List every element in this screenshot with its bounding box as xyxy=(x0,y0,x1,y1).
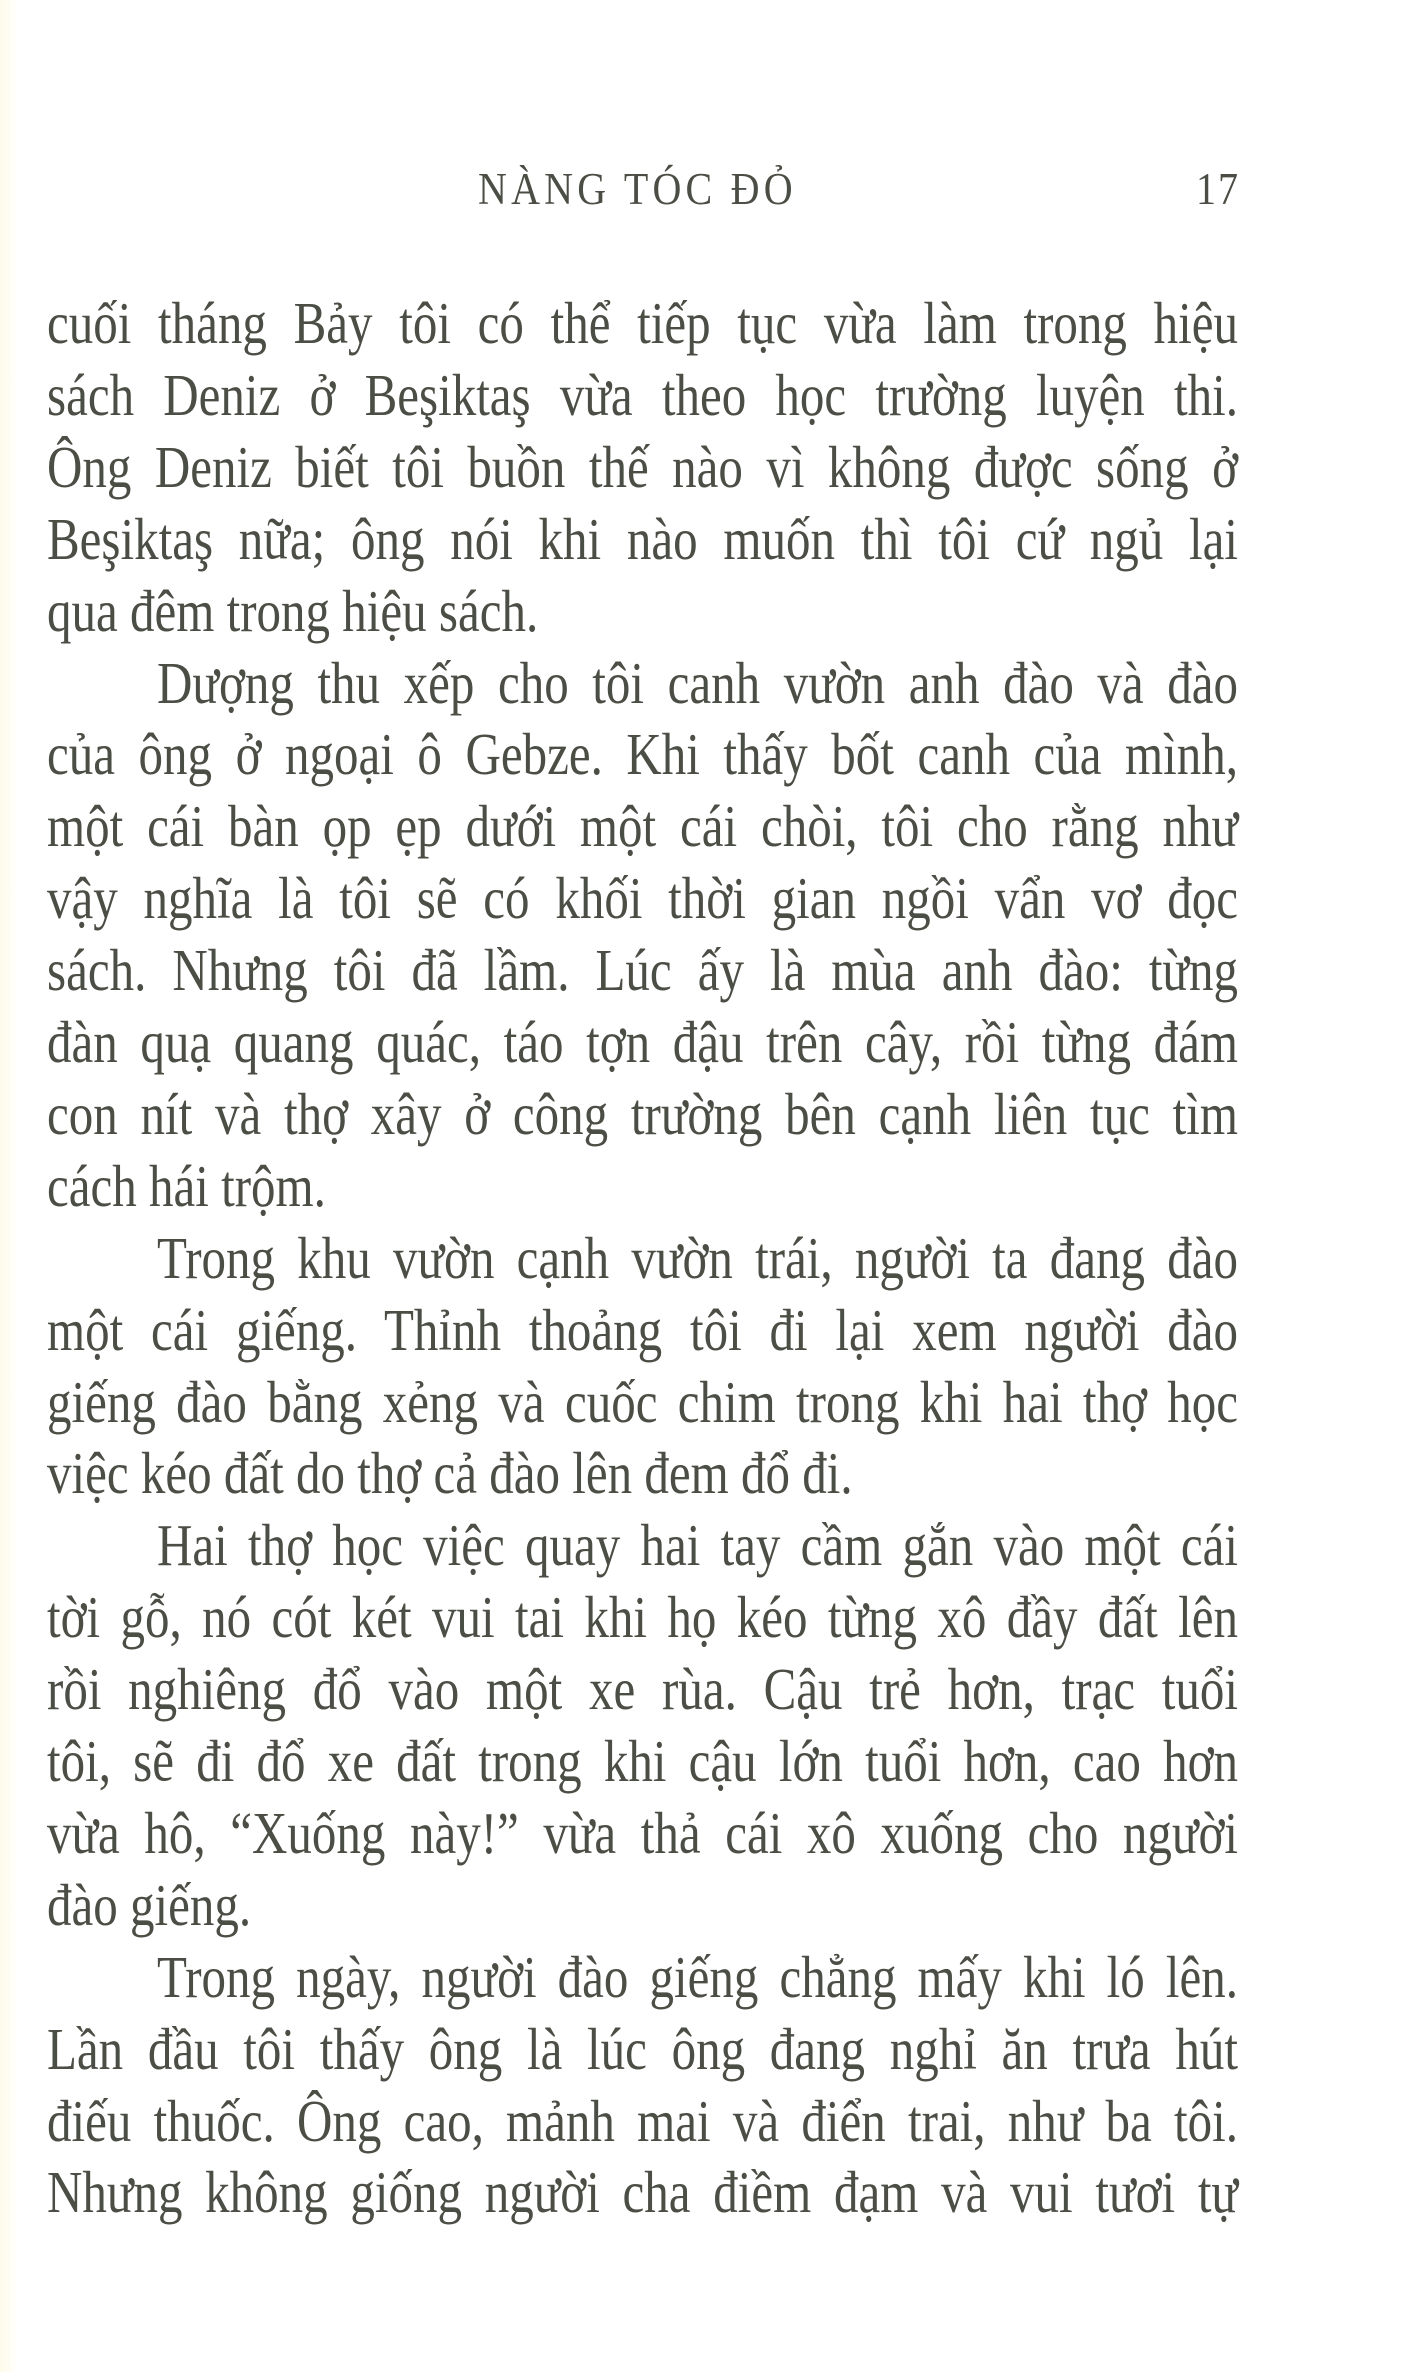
text-line: đào giếng. xyxy=(47,1871,252,1939)
text-line: một cái giếng. Thỉnh thoảng tôi đi lại xem người đào xyxy=(47,1296,1238,1364)
text-line: vậy nghĩa là tôi sẽ có khối thời gian ngồi vẩn vơ đọc xyxy=(47,864,1238,932)
text-line: giếng đào bằng xẻng và cuốc chim trong khi hai thợ học xyxy=(47,1368,1238,1436)
text-line: Hai thợ học việc quay hai tay cầm gắn vào một cái xyxy=(157,1511,1238,1579)
text-line: đàn quạ quang quác, táo tợn đậu trên cây, rồi từng đám xyxy=(47,1008,1238,1076)
text-line: Lần đầu tôi thấy ông là lúc ông đang nghỉ ăn trưa hút xyxy=(47,2015,1238,2083)
text-line: con nít và thợ xây ở công trường bên cạnh liên tục tìm xyxy=(47,1080,1238,1148)
text-line: tời gỗ, nó cót két vui tai khi họ kéo từng xô đầy đất lên xyxy=(47,1583,1238,1651)
text-line: Trong khu vườn cạnh vườn trái, người ta đang đào xyxy=(157,1224,1238,1292)
text-line: cuối tháng Bảy tôi có thể tiếp tục vừa làm trong hiệu xyxy=(47,289,1238,357)
text-line: tôi, sẽ đi đổ xe đất trong khi cậu lớn tuổi hơn, cao hơn xyxy=(47,1727,1238,1795)
text-line: Beşiktaş nữa; ông nói khi nào muốn thì tôi cứ ngủ lại xyxy=(47,505,1238,573)
text-line: Nhưng không giống người cha điềm đạm và vui tươi tự xyxy=(47,2158,1238,2227)
text-line: một cái bàn ọp ẹp dưới một cái chòi, tôi cho rằng như xyxy=(47,792,1238,860)
book-title: NÀNG TÓC ĐỎ xyxy=(478,162,797,215)
text-line: sách Deniz ở Beşiktaş vừa theo học trường luyện thi. xyxy=(47,361,1238,429)
running-head xyxy=(0,0,1416,240)
text-line: việc kéo đất do thợ cả đào lên đem đổ đi. xyxy=(47,1439,853,1508)
text-line: vừa hô, “Xuống này!” vừa thả cái xô xuống cho người xyxy=(47,1799,1238,1867)
text-line: điếu thuốc. Ông cao, mảnh mai và điển trai, như ba tôi. xyxy=(47,2087,1238,2155)
text-line: Ông Deniz biết tôi buồn thế nào vì không được sống ở xyxy=(47,433,1238,501)
page-edge-shading xyxy=(0,0,18,2372)
text-line: sách. Nhưng tôi đã lầm. Lúc ấy là mùa anh đào: từng xyxy=(47,936,1238,1004)
page-number: 17 xyxy=(1196,162,1240,215)
text-line: Trong ngày, người đào giếng chẳng mấy khi ló lên. xyxy=(157,1943,1238,2011)
text-line: qua đêm trong hiệu sách. xyxy=(47,577,539,645)
text-line: cách hái trộm. xyxy=(47,1152,326,1220)
text-line: của ông ở ngoại ô Gebze. Khi thấy bốt canh của mình, xyxy=(47,720,1238,789)
text-line: rồi nghiêng đổ vào một xe rùa. Cậu trẻ hơn, trạc tuổi xyxy=(47,1655,1238,1723)
text-line: Dượng thu xếp cho tôi canh vườn anh đào và đào xyxy=(157,649,1238,717)
